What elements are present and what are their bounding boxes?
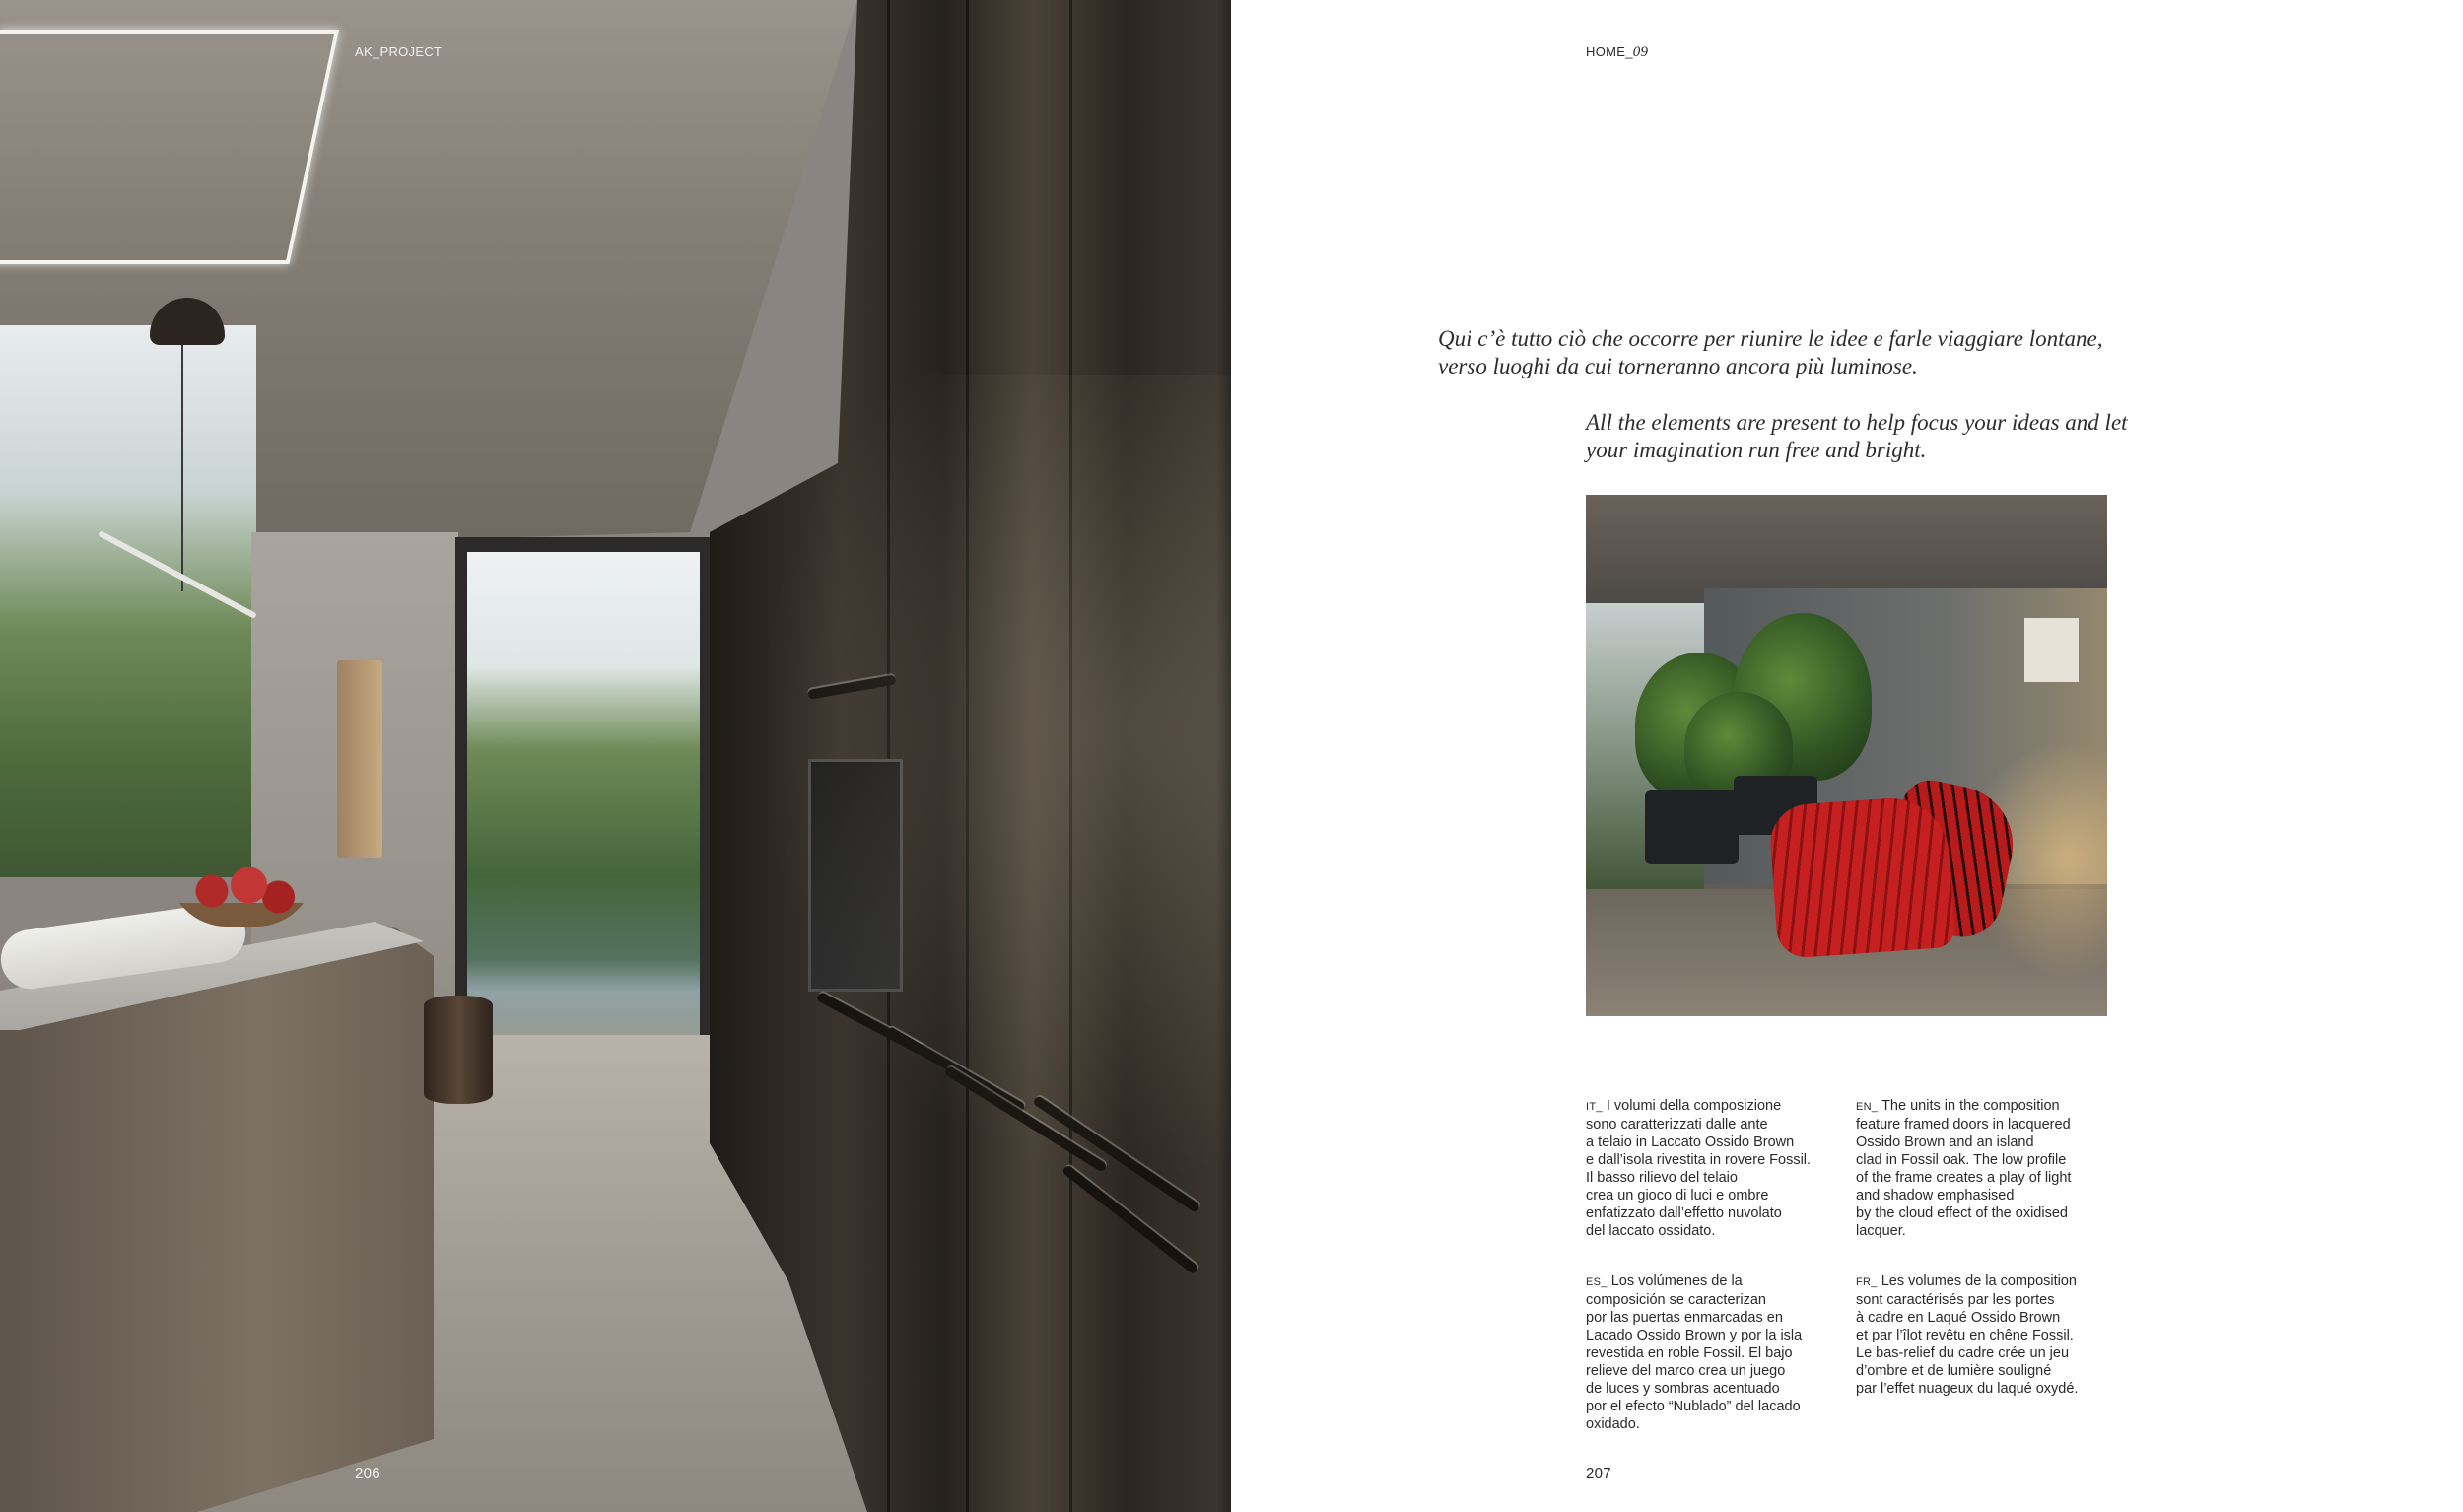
running-head-left: AK_PROJECT bbox=[355, 44, 443, 59]
garden-window-left bbox=[0, 325, 256, 877]
pendant-lamp-wire bbox=[181, 345, 183, 591]
running-head-prefix: HOME_ bbox=[1586, 44, 1633, 59]
description-english bbox=[1856, 1097, 2112, 1240]
page-number-left: 206 bbox=[355, 1465, 380, 1481]
red-armchair bbox=[1768, 794, 1955, 959]
description-text-it: I volumi della composizione sono caratterizzati dalle ante a telaio in Laccato Ossido Brown e dall’isola rivestita in rovere Fossil. Il basso rilievo del telaio crea un gioco di luci e ombre enfatizzato dall’effetto nuvolato del laccato ossidato. bbox=[1586, 1098, 1812, 1239]
gutter-shadow bbox=[1216, 0, 1231, 1512]
description-spanish bbox=[1586, 1272, 1842, 1433]
kitchen-photo bbox=[0, 0, 1231, 1512]
ceiling-light-frame bbox=[0, 30, 339, 264]
description-french bbox=[1856, 1272, 2112, 1398]
garden-pool-view bbox=[467, 552, 700, 1074]
living-room-photo bbox=[1586, 495, 2107, 1016]
plant-pot bbox=[1645, 790, 1739, 864]
right-page bbox=[1231, 0, 2463, 1512]
lang-tag-it: IT_ bbox=[1586, 1101, 1603, 1113]
lang-tag-es: ES_ bbox=[1586, 1276, 1608, 1288]
photo-wall-art bbox=[2024, 618, 2079, 682]
wooden-stool bbox=[424, 996, 493, 1104]
running-head-right bbox=[1586, 44, 1648, 61]
running-head-number: 09 bbox=[1632, 44, 1649, 60]
description-text-fr: Les volumes de la composition sont caractérisés par les portes à cadre en Laqué Ossido Brown et par l’îlot revêtu en chêne Fossil. Le bas-relief du cadre crée un jeu d’ombre et de lumière souligné par l’effet nuageux du laqué oxydé. bbox=[1856, 1273, 2079, 1397]
description-text-en: The units in the composition feature framed doors in lacquered Ossido Brown and an island clad in Fossil oak. The low profile of the frame creates a play of light and shadow emphasised by the cloud effect of the oxidised lacquer. bbox=[1856, 1098, 2072, 1239]
quote-italian: Qui c’è tutto ciò che occorre per riunire le idee e farle viaggiare lontane, verso luoghi da cui torneranno ancora più luminose. bbox=[1438, 326, 2103, 378]
wall-lamp bbox=[337, 660, 382, 858]
description-text-es: Los volúmenes de la composición se caracterizan por las puertas enmarcadas en Lacado Ossido Brown y por la isla revestida en roble Fossil. El bajo relieve del marco crea un juego de luces y sombras acentuado por el efecto “Nublado” del lacado oxidado. bbox=[1586, 1273, 1803, 1432]
lang-tag-en: EN_ bbox=[1856, 1101, 1879, 1113]
lang-tag-fr: FR_ bbox=[1856, 1276, 1878, 1288]
page-number-right: 207 bbox=[1586, 1465, 1611, 1481]
left-page bbox=[0, 0, 1231, 1512]
light-reflection bbox=[690, 375, 1231, 1262]
quote-english: All the elements are present to help focus your ideas and let your imagination run free and bright. bbox=[1586, 410, 2128, 462]
description-italian bbox=[1586, 1097, 1842, 1240]
